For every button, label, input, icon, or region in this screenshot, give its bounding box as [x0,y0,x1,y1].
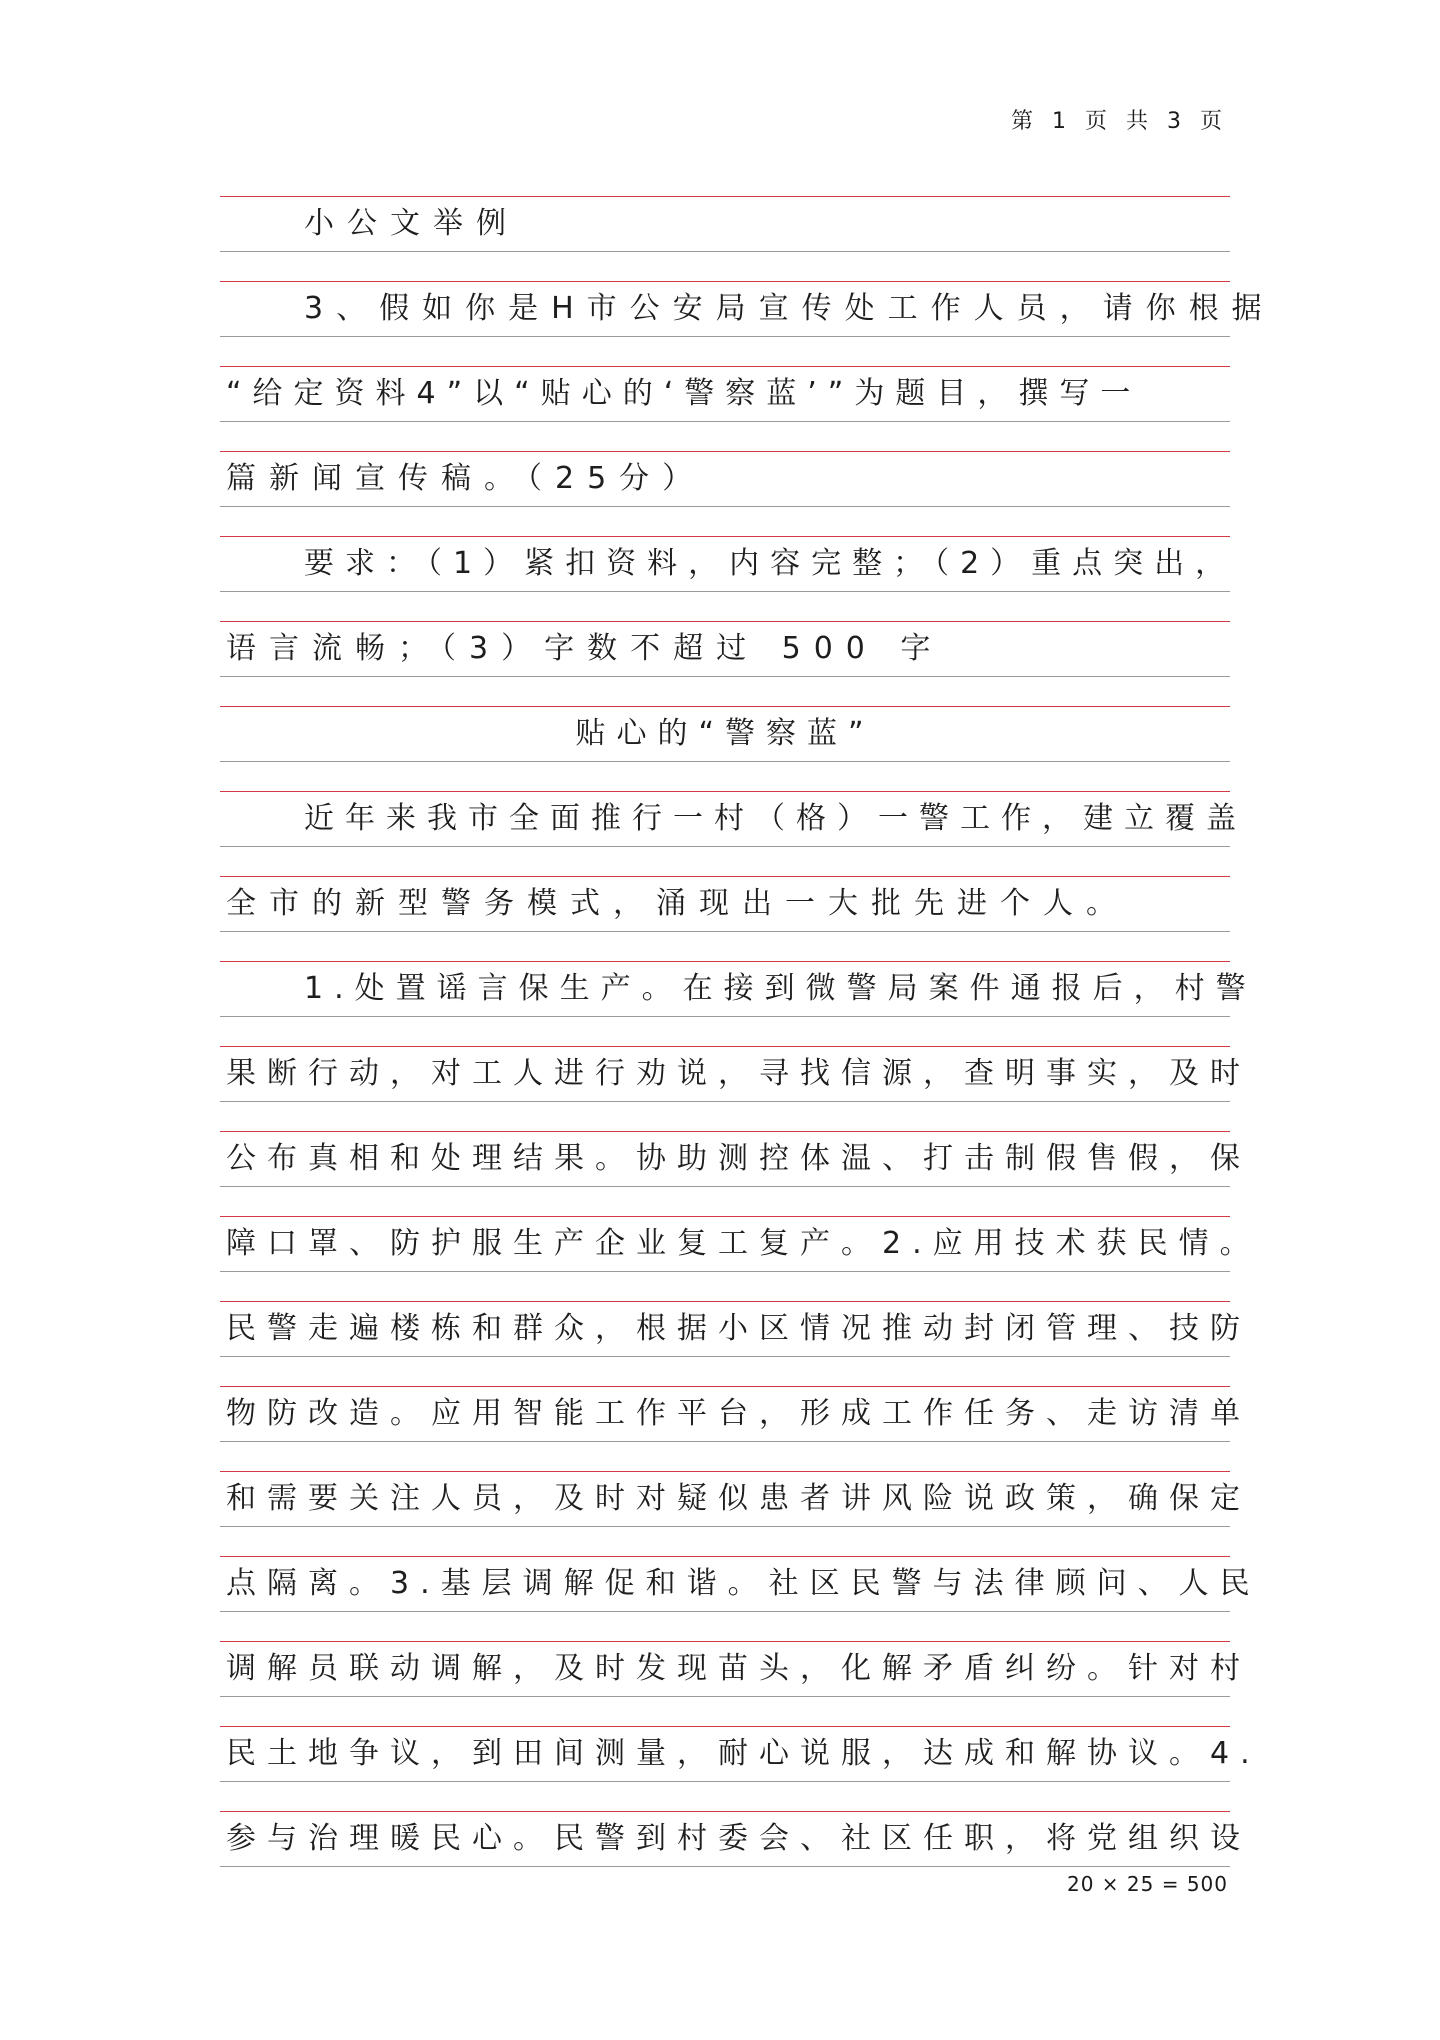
line-text: 民警走遍楼栋和群众，根据小区情况推动封闭管理、技防 [226,1311,1251,1346]
line-text: 全市的新型警务模式，涌现出一大批先进个人。 [226,886,1129,921]
line-text: 语言流畅；（3）字数不超过 500 字 [226,631,944,666]
manuscript-line [220,1556,1261,1612]
manuscript-line [220,1811,1251,1867]
line-text: 物防改造。应用智能工作平台，形成工作任务、走访清单 [226,1396,1251,1431]
article-title: 贴心的“警察蓝” [575,716,875,751]
line-text: “给定资料4”以“贴心的‘警察蓝’”为题目，撰写一 [226,376,1142,411]
manuscript-line [220,961,1257,1017]
line-text: 民土地争议，到田间测量，耐心说服，达成和解协议。4. [226,1736,1261,1771]
line-text: 果断行动，对工人进行劝说，寻找信源，查明事实，及时 [226,1056,1251,1091]
manuscript-line [220,1131,1251,1187]
line-text: 近年来我市全面推行一村（格）一警工作，建立覆盖 [304,801,1247,836]
manuscript-line [220,366,1230,422]
manuscript-line [220,1386,1251,1442]
manuscript-line [220,1216,1261,1272]
manuscript-line [220,791,1247,847]
line-text: 小公文举例 [304,206,519,241]
manuscript-line [220,196,1230,252]
manuscript-line [220,876,1230,932]
manuscript-line [220,1301,1251,1357]
line-text: 调解员联动调解，及时发现苗头，化解矛盾纠纷。针对村 [226,1651,1251,1686]
line-text: 障口罩、防护服生产企业复工复产。2.应用技术获民情。 [226,1226,1261,1261]
manuscript-line [220,1641,1251,1697]
manuscript-line [220,621,1230,677]
manuscript-grid [220,0,1275,2040]
line-text: 和需要关注人员，及时对疑似患者讲风险说政策，确保定 [226,1481,1251,1516]
manuscript-line [220,1046,1251,1102]
manuscript-line [220,1471,1251,1527]
page-number: 第 1 页 共 3 页 [1011,109,1228,134]
line-text: 1.处置谣言保生产。在接到微警局案件通报后，村警 [304,971,1257,1006]
line-text: 篇新闻宣传稿。（25分） [226,461,706,496]
manuscript-line [220,451,1230,507]
manuscript-line [220,281,1275,337]
line-text: 要求：（1）紧扣资料，内容完整；（2）重点突出， [304,546,1237,581]
line-text: 3、假如你是H市公安局宣传处工作人员，请你根据 [304,291,1275,326]
line-text: 参与治理暖民心。民警到村委会、社区任职，将党组织设 [226,1821,1251,1856]
manuscript-line [220,536,1237,592]
grid-count-footer: 20 × 25 = 500 [1066,1872,1228,1896]
manuscript-line [220,1726,1261,1782]
line-text: 点隔离。3.基层调解促和谐。社区民警与法律顾问、人民 [226,1566,1261,1601]
line-text: 公布真相和处理结果。协助测控体温、打击制假售假，保 [226,1141,1251,1176]
manuscript-line [220,706,1230,762]
